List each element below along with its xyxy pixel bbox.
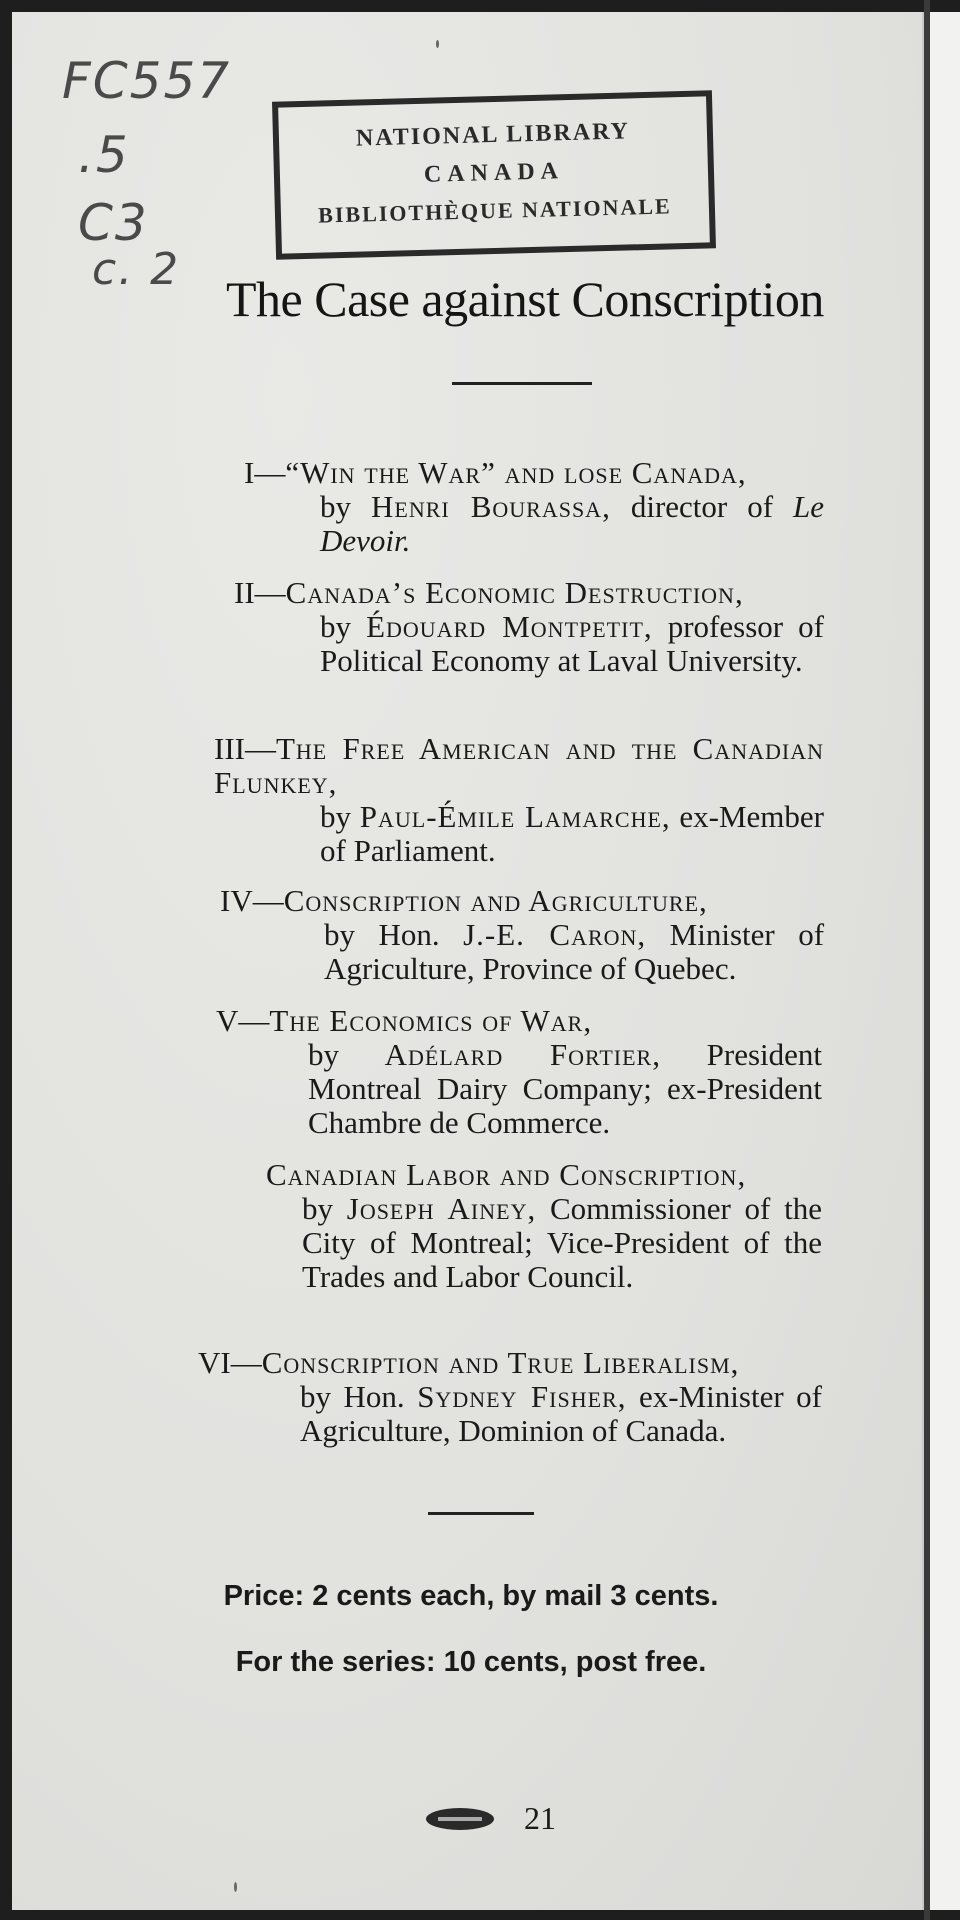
entry-3-title: The Free American and the Canadian Flunkey, bbox=[214, 731, 824, 800]
paper-spot bbox=[436, 40, 439, 48]
entry-5 bbox=[216, 1004, 822, 1140]
entry-5-author: Adélard Fortier, bbox=[384, 1037, 661, 1072]
entry-5-byline: by bbox=[308, 1037, 339, 1072]
entry-4-rest: Minister of Agriculture, Province of Quebec. bbox=[324, 917, 825, 986]
entry-7 bbox=[198, 1346, 822, 1448]
entry-7-byline: by Hon. bbox=[300, 1379, 405, 1414]
call-number-line-2: .5 bbox=[78, 126, 130, 184]
top-divider bbox=[452, 382, 592, 385]
entry-1 bbox=[244, 456, 824, 558]
entry-1-author: Henri Bourassa, bbox=[371, 489, 611, 524]
entry-6 bbox=[266, 1158, 822, 1294]
paper-spot bbox=[234, 1882, 237, 1892]
entry-7-rest: ex-Minister of Agriculture, Dominion of Canada. bbox=[300, 1379, 823, 1448]
document-title: The Case against Conscription bbox=[226, 271, 824, 327]
entry-6-title: Canadian Labor and Conscription, bbox=[266, 1157, 747, 1192]
entry-4-byline: by Hon. bbox=[324, 917, 440, 952]
entry-7-title: Conscription and True Liberalism, bbox=[261, 1345, 740, 1380]
adjacent-page-strip bbox=[930, 12, 960, 1910]
entry-6-byline: by bbox=[302, 1191, 333, 1226]
page-number: 21 bbox=[524, 1800, 556, 1836]
entry-3-byline: by bbox=[320, 799, 351, 834]
library-stamp bbox=[272, 90, 716, 259]
entry-5-rest: President Montreal Dairy Company; ex-President Chambre de Commerce. bbox=[308, 1037, 823, 1140]
entry-2-rest: professor of Political Economy at Laval University. bbox=[320, 609, 825, 678]
entry-4 bbox=[220, 884, 824, 986]
entry-1-number: I— bbox=[244, 455, 286, 490]
entry-5-number: V— bbox=[216, 1003, 270, 1038]
call-number-line-3: C3 bbox=[78, 194, 149, 252]
price-line: Price: 2 cents each, by mail 3 cents. bbox=[223, 1580, 719, 1612]
entry-4-author: J.-E. Caron, bbox=[463, 917, 647, 952]
entry-6-author: Joseph Ainey, bbox=[346, 1191, 537, 1226]
entry-2-author: Édouard Montpetit, bbox=[366, 609, 653, 644]
stamp-line-3: BIBLIOTHÈQUE NATIONALE bbox=[317, 193, 672, 228]
bottom-divider bbox=[428, 1512, 534, 1515]
entry-4-title: Conscription and Agriculture, bbox=[283, 883, 708, 918]
entry-3-number: III— bbox=[214, 731, 276, 766]
stamp-line-1: NATIONAL LIBRARY bbox=[355, 118, 631, 152]
entry-1-byline: by bbox=[320, 489, 351, 524]
printer-union-mark bbox=[426, 1808, 494, 1830]
entry-7-number: VI— bbox=[198, 1345, 262, 1380]
entry-1-title: “Win the War” and lose Canada, bbox=[285, 455, 747, 490]
series-price-line: For the series: 10 cents, post free. bbox=[235, 1646, 707, 1678]
stamp-line-2: CANADA bbox=[423, 158, 565, 188]
entry-2-title: Canada’s Economic Destruction, bbox=[285, 575, 744, 610]
entry-6-rest: Commissioner of the City of Montreal; Vice-President of the Trades and Labor Council. bbox=[302, 1191, 822, 1294]
entry-2-number: II— bbox=[234, 575, 286, 610]
entry-3 bbox=[214, 732, 824, 868]
entry-2 bbox=[234, 576, 824, 678]
entry-2-byline: by bbox=[320, 609, 351, 644]
entry-3-author: Paul-Émile Lamarche, bbox=[359, 799, 671, 834]
entry-4-number: IV— bbox=[220, 883, 284, 918]
entry-5-title: The Economics of War, bbox=[269, 1003, 593, 1038]
entry-1-rest: director of bbox=[630, 489, 774, 524]
entry-7-author: Sydney Fisher, bbox=[417, 1379, 627, 1414]
document-page bbox=[12, 12, 930, 1910]
call-number-line-1: FC557 bbox=[62, 52, 232, 110]
call-number-line-4: c. 2 bbox=[92, 244, 181, 295]
entry-1-publication: Le Devoir. bbox=[320, 489, 825, 558]
entry-3-rest: ex-Member of Parliament. bbox=[320, 799, 824, 868]
